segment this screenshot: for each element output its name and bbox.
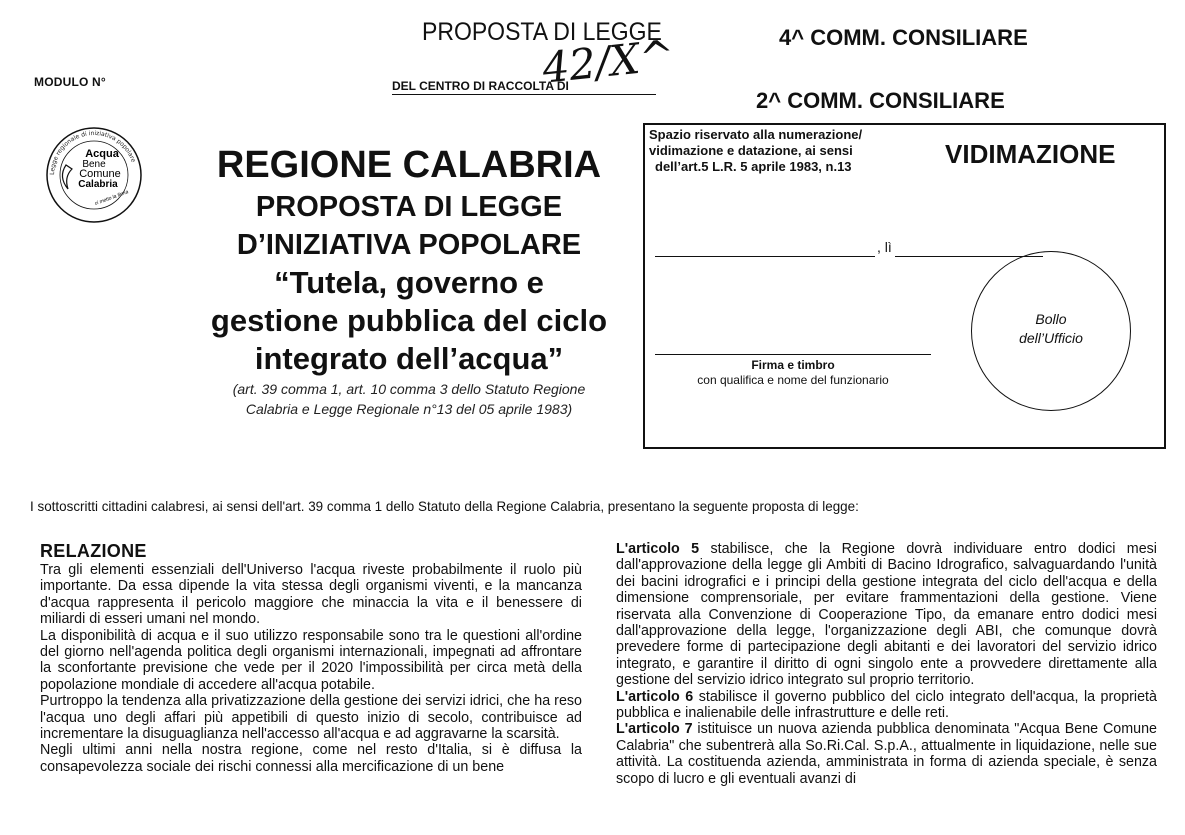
commission-2-stamp: 2^ COMM. CONSILIARE: [756, 88, 1005, 113]
article-5-text: stabilisce, che la Regione dovrà individuare entro dodici mesi dall'approvazione della legge gli Ambiti di Bacino Idrografico, salvaguardando l'unità dei bacini idrografici e i principi della gestione integrata del ciclo dell'acqua e della dimensione comprensoriale, per evitare frammentazioni della gestione. Viene riservata alla Convenzione di Cooperazione Tipo, da emanare entro dodici mesi dall'approvazione della legge, l'organizzazione degli ABI, che comunque dovrà prevedere forme di partecipazione degli abitanti e dei lavoratori del servizio idrico integrato, e garantire il diritto di ogni singolo ente a provvedere direttamente alla gestione del servizio idrico integrato sul proprio territorio.: [616, 541, 1157, 689]
relazione-paragraph-2: La disponibilità di acqua e il suo utilizzo responsabile sono tra le questioni all'ordine del giorno nell'agenda politica degli organismi internazionali, impegnati ad affrontare la sconfortante previsione che vede per il 2020 l'impossibilità per circa metà della popolazione mondiale di accedere all'acqua potabile.: [40, 627, 582, 693]
article-6-label: L'articolo 6: [616, 688, 694, 705]
vidimazione-note-line1: Spazio riservato alla numerazione/: [649, 127, 863, 142]
title-quote-line2: gestione pubblica del ciclo: [210, 303, 608, 338]
relazione-column: [40, 540, 582, 775]
logo-line4: Calabria: [78, 179, 118, 190]
modulo-number-label: MODULO N°: [34, 75, 106, 89]
article-5-label: L'articolo 5: [616, 541, 700, 557]
title-quote-line1: “Tutela, governo e: [274, 265, 544, 300]
bollo-line2: dell’Ufficio: [1019, 330, 1083, 346]
logo-graphic: [44, 125, 144, 225]
place-line: [655, 256, 875, 257]
vidimazione-note-line2: vidimazione e datazione, ai sensi: [649, 143, 853, 158]
title-quote-line3: integrato dell’acqua”: [254, 341, 564, 376]
intro-sentence: I sottoscritti cittadini calabresi, ai sensi dell'art. 39 comma 1 dello Statuto della Regione Calabria, presentano la seguente proposta di legge:: [30, 498, 859, 514]
articles-column: [616, 541, 1157, 787]
vidimazione-reserved-note: [649, 127, 919, 175]
article-7-paragraph: [616, 721, 1157, 787]
article-7-label: L'articolo 7: [616, 721, 693, 738]
title-proposta-line1: PROPOSTA DI LEGGE: [255, 191, 563, 223]
article-6-text: stabilisce il governo pubblico del ciclo integrato dell'acqua, la proprietà pubblica e inalienabile delle infrastrutture e delle reti.: [616, 688, 1157, 722]
date-separator: , lì: [877, 239, 892, 255]
firma-label: Firma e timbro: [751, 358, 835, 372]
title-note-line1: (art. 39 comma 1, art. 10 comma 3 dello Statuto Regione: [232, 381, 586, 397]
document-title-block: [186, 142, 632, 418]
bollo-line1: Bollo: [1035, 311, 1067, 327]
title-proposta-line2: D’INIZIATIVA POPOLARE: [236, 229, 582, 261]
relazione-paragraph-4: Negli ultimi anni nella nostra regione, come nel resto d'Italia, si è diffusa la consapevolezza sociale dei rischi connessi alla mercificazione di un bene: [40, 742, 582, 775]
title-regione: REGIONE CALABRIA: [216, 144, 602, 186]
vidimazione-note-line3: dell’art.5 L.R. 5 aprile 1983, n.13: [655, 159, 852, 174]
logo-ring-text: Legge regionale di iniziativa popolare: [48, 129, 137, 176]
relazione-paragraph-3: Purtroppo la tendenza alla privatizzazione della gestione dei servizi idrici, che ha reso l'acqua uno degli affari più appetibili di questo inizio di secolo, contribuisce ad incrementare la disuguaglianza nell'accesso all'acqua e ad aggravarne la scarsità.: [40, 693, 582, 743]
firma-sub: con qualifica e nome del funzionario: [697, 373, 889, 387]
logo-footer: ci metto la firma: [94, 189, 130, 207]
title-note-line2: Calabria e Legge Regionale n°13 del 05 aprile 1983): [245, 401, 573, 417]
relazione-paragraph-1: Tra gli elementi essenziali dell'Universo l'acqua riveste probabilmente il ruolo più importante. Da essa dipende la vita stessa degli organismi viventi, e la mancanza d'acqua rappresenta il pericolo maggiore che minaccia la vita e il benessere di miliardi di esseri umani nel mondo.: [40, 562, 582, 628]
bollo-text: [972, 310, 1130, 348]
commission-4-stamp: 4^ COMM. CONSILIARE: [779, 25, 1028, 50]
article-6-paragraph: [616, 689, 1157, 722]
article-5-paragraph: [616, 541, 1157, 689]
signature-line: [655, 354, 931, 355]
vidimazione-box: [643, 123, 1166, 449]
logo-line2: Bene: [82, 159, 106, 170]
vidimazione-title: VIDIMAZIONE: [945, 139, 1116, 169]
centro-raccolta-label: DEL CENTRO DI RACCOLTA DI: [392, 79, 569, 93]
proposta-di-legge-stamp: PROPOSTA DI LEGGE: [422, 18, 662, 46]
relazione-heading: RELAZIONE: [40, 541, 147, 561]
handwritten-proposal-number: 42/X^: [540, 30, 678, 93]
signature-caption: [655, 358, 931, 388]
centro-raccolta-line: [392, 94, 656, 95]
article-7-text: istituisce un nuova azienda pubblica denominata "Acqua Bene Comune Calabria" che subentrerà alla So.Ri.Cal. S.p.A., attualmente in liquidazione, nelle sue attività. La costituenda azienda, amministrata in forma di azienda speciale, è senza scopo di lucro e gli eventuali avanzi di: [616, 721, 1157, 787]
acqua-bene-comune-logo: [44, 125, 144, 225]
logo-line1: Acqua: [85, 148, 119, 160]
bollo-stamp-circle: [971, 251, 1131, 411]
logo-line3: Comune: [79, 168, 121, 180]
